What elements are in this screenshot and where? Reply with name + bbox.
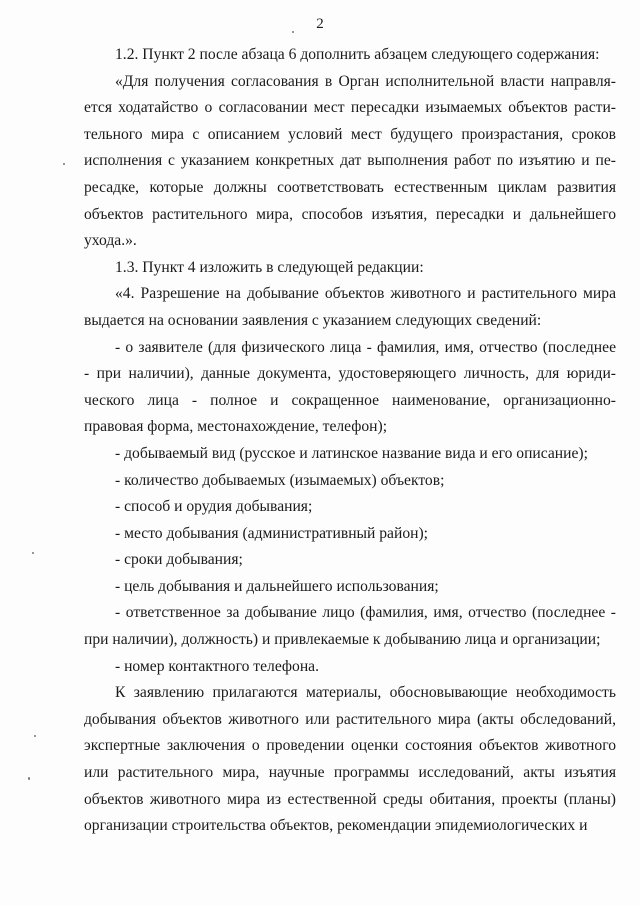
text-line: - добываемый вид (русское и латинское название вида и его описание); (115, 444, 588, 462)
text-line: «4. Разрешение на добывание объектов животного и растительного мира (115, 285, 616, 303)
paragraph-p5 (84, 335, 616, 441)
text-line: - цель добывания и дальнейшего использования; (115, 577, 439, 595)
paragraph-p8 (84, 494, 616, 521)
text-line: 1.3. Пункт 4 изложить в следующей редакции: (115, 258, 424, 276)
page-number: 2 (316, 16, 324, 32)
paragraph-p9 (84, 521, 616, 548)
text-line: - количество добываемых (изымаемых) объектов; (115, 471, 445, 489)
text-line: - сроки добывания; (115, 551, 243, 569)
paragraph-p13 (84, 654, 616, 681)
text-line: или растительного мира, научные программы исследований, акты изъятия (84, 764, 616, 782)
paragraph-p14 (84, 680, 616, 840)
paragraph-p10 (84, 547, 616, 574)
scan-speck (32, 552, 34, 554)
paragraph-p12 (84, 600, 616, 653)
scan-speck (34, 735, 36, 737)
text-line: объектов животного мира из естественной среды обитания, проекты (планы) (84, 790, 616, 808)
scan-speck (63, 163, 65, 165)
text-line: ухода.». (84, 232, 137, 250)
paragraph-p2 (84, 69, 616, 255)
text-line: ческого лица - полное и сокращенное наименование, организационно- (84, 391, 616, 409)
text-line: добывания объектов животного или растительного мира (акты обследований, (84, 710, 616, 728)
text-line: ется ходатайство о согласовании мест пересадки изымаемых объектов расти- (84, 99, 616, 117)
scan-speck (292, 31, 294, 33)
text-line: «Для получения согласования в Орган исполнительной власти направля- (115, 72, 616, 90)
document-body (84, 42, 616, 840)
paragraph-p3 (84, 255, 616, 282)
text-line: выдается на основании заявления с указанием следующих сведений: (84, 311, 542, 329)
text-line: экспертные заключения о проведении оценки состояния объектов животного (84, 737, 616, 755)
text-line: - место добывания (административный район); (115, 524, 428, 542)
text-line: ресадке, которые должны соответствовать естественным циклам развития (84, 178, 616, 196)
text-line: исполнения с указанием конкретных дат выполнения работ по изъятию и пе- (84, 152, 616, 170)
paragraph-p6 (84, 441, 616, 468)
text-line: - о заявителе (для физического лица - фамилия, имя, отчество (последнее (115, 338, 616, 356)
text-line: - номер контактного телефона. (115, 657, 319, 675)
paragraph-p11 (84, 574, 616, 601)
text-line: - способ и орудия добывания; (115, 498, 313, 516)
paragraph-p4 (84, 281, 616, 334)
text-line: тельного мира с описанием условий мест будущего произрастания, сроков (84, 125, 616, 143)
text-line: объектов растительного мира, способов изъятия, пересадки и дальнейшего (84, 205, 616, 223)
text-line: организации строительства объектов, рекомендации эпидемиологических и (84, 817, 588, 835)
text-line: правовая форма, местонахождение, телефон); (84, 418, 388, 436)
text-line: при наличии), должность) и привлекаемые к добыванию лица и организации; (84, 631, 601, 649)
paragraph-p1 (84, 42, 616, 69)
text-line: 1.2. Пункт 2 после абзаца 6 дополнить абзацем следующего содержания: (115, 46, 600, 63)
scan-speck (28, 777, 30, 780)
text-line: - ответственное за добывание лицо (фамилия, имя, отчество (последнее - (115, 604, 616, 622)
paragraph-p7 (84, 468, 616, 495)
text-line: - при наличии), данные документа, удостоверяющего личность, для юриди- (84, 365, 616, 383)
text-line: К заявлению прилагаются материалы, обосновывающие необходимость (115, 684, 616, 702)
